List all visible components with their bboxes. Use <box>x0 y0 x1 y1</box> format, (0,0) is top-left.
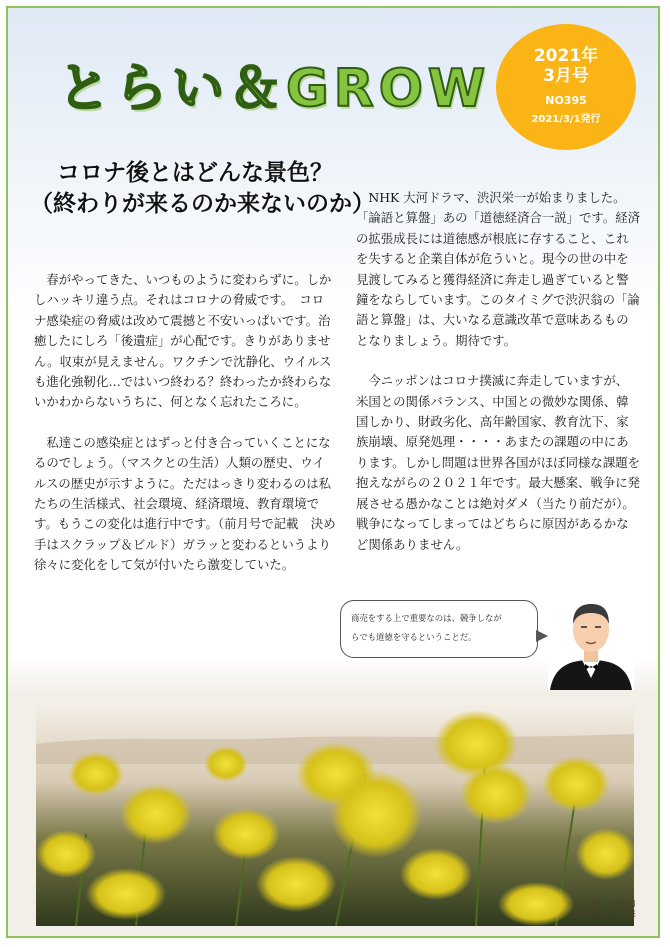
paragraph-gap <box>356 351 640 371</box>
left-paragraph-2: 私達この感染症とはずっと付き合っていくことになるのでしょう。（マスクとの生活）人類の歴史、ウイルスの歴史が示すように。ただはっきり変わるのは私たちの生活様式、社会環境、経済環境、教育環境です。もうこの変化は進行中です。（前月号で記載 決め手はスクラップ＆ビルド）ガラッと変わるというより 徐々に変化をして気が付いたら激変していた。 <box>34 434 344 573</box>
right-column <box>356 188 640 555</box>
left-column <box>34 270 344 576</box>
issue-month: 3月号 <box>543 66 589 86</box>
left-paragraph-1: 春がやってきた、いつものように変わらずに。しかしハッキリ違う点。それはコロナの脅威です。 コロナ感染症の脅威は改めて震撼と不安いっぱいです。治癒したにしろ「後遺症」が心配です。きりがありません。収束が見えません。ワクチンで沈静化、ウイルスも進化強靭化…ではいつ終わる？終わったか終わらないかわからないうちに、何となく忘れたころに。 <box>34 272 332 410</box>
photo-caption <box>536 898 636 922</box>
quote-line-1: 商売をする上で重要なのは、競争しなが <box>351 613 502 623</box>
page-frame <box>6 6 660 938</box>
rapeseed-field-photo <box>36 704 634 926</box>
issue-badge <box>496 24 636 150</box>
paragraph-gap <box>34 413 336 433</box>
headline-line-2: （終わりが来るのか来ないのか） <box>30 191 375 217</box>
portrait-illustration <box>548 594 634 690</box>
speech-bubble-tail <box>536 630 548 642</box>
photo-caption-place: 三浦 西海山 <box>581 899 636 909</box>
photo-caption-date: 2021年3月撮影 <box>571 911 636 921</box>
right-paragraph-1: NHK 大河ドラマ、渋沢栄一が始まりました。「論語と算盤」あの「道徳経済合一説」です。経済の拡張成長には道徳感が根底に存すること、これを失すると企業自体が危ういと。現今の世の中を見渡してみると獲得経済に奔走し過ぎていると警鐘をならしています。このタイミグで渋沢翁の「論語と算盤」は、大いなる意識改革で意味あるものとなりましょう。期待です。 <box>356 190 640 348</box>
issue-date: 2021/3/1発行 <box>531 114 601 125</box>
issue-number: NO395 <box>545 94 587 107</box>
newsletter-title: とらい＆GROW <box>58 59 491 119</box>
headline-line-1: コロナ後とはどんな景色？ <box>57 160 333 186</box>
issue-year: 2021年 <box>533 46 599 66</box>
quote-speech-bubble <box>340 600 538 658</box>
article-headline <box>30 158 375 220</box>
right-paragraph-2: 今ニッポンはコロナ撲滅に奔走していますが、米国との関係バランス、中国との微妙な関係、韓国しかり、財政劣化、高年齢国家、教育沈下、家族崩壊、原発処理・・・・あまたの課題の中にあります。しかし問題は世界各国がほぼ同様な課題を抱えながらの２０２１年です。最大懸案、戦争に発展させる愚かなことは絶対ダメ（当たり前だが）。戦争になってしまってはどちらに原因があるかなど関係ありません。 <box>356 373 640 552</box>
quote-line-2: らでも道徳を守るということだ。 <box>351 632 477 642</box>
